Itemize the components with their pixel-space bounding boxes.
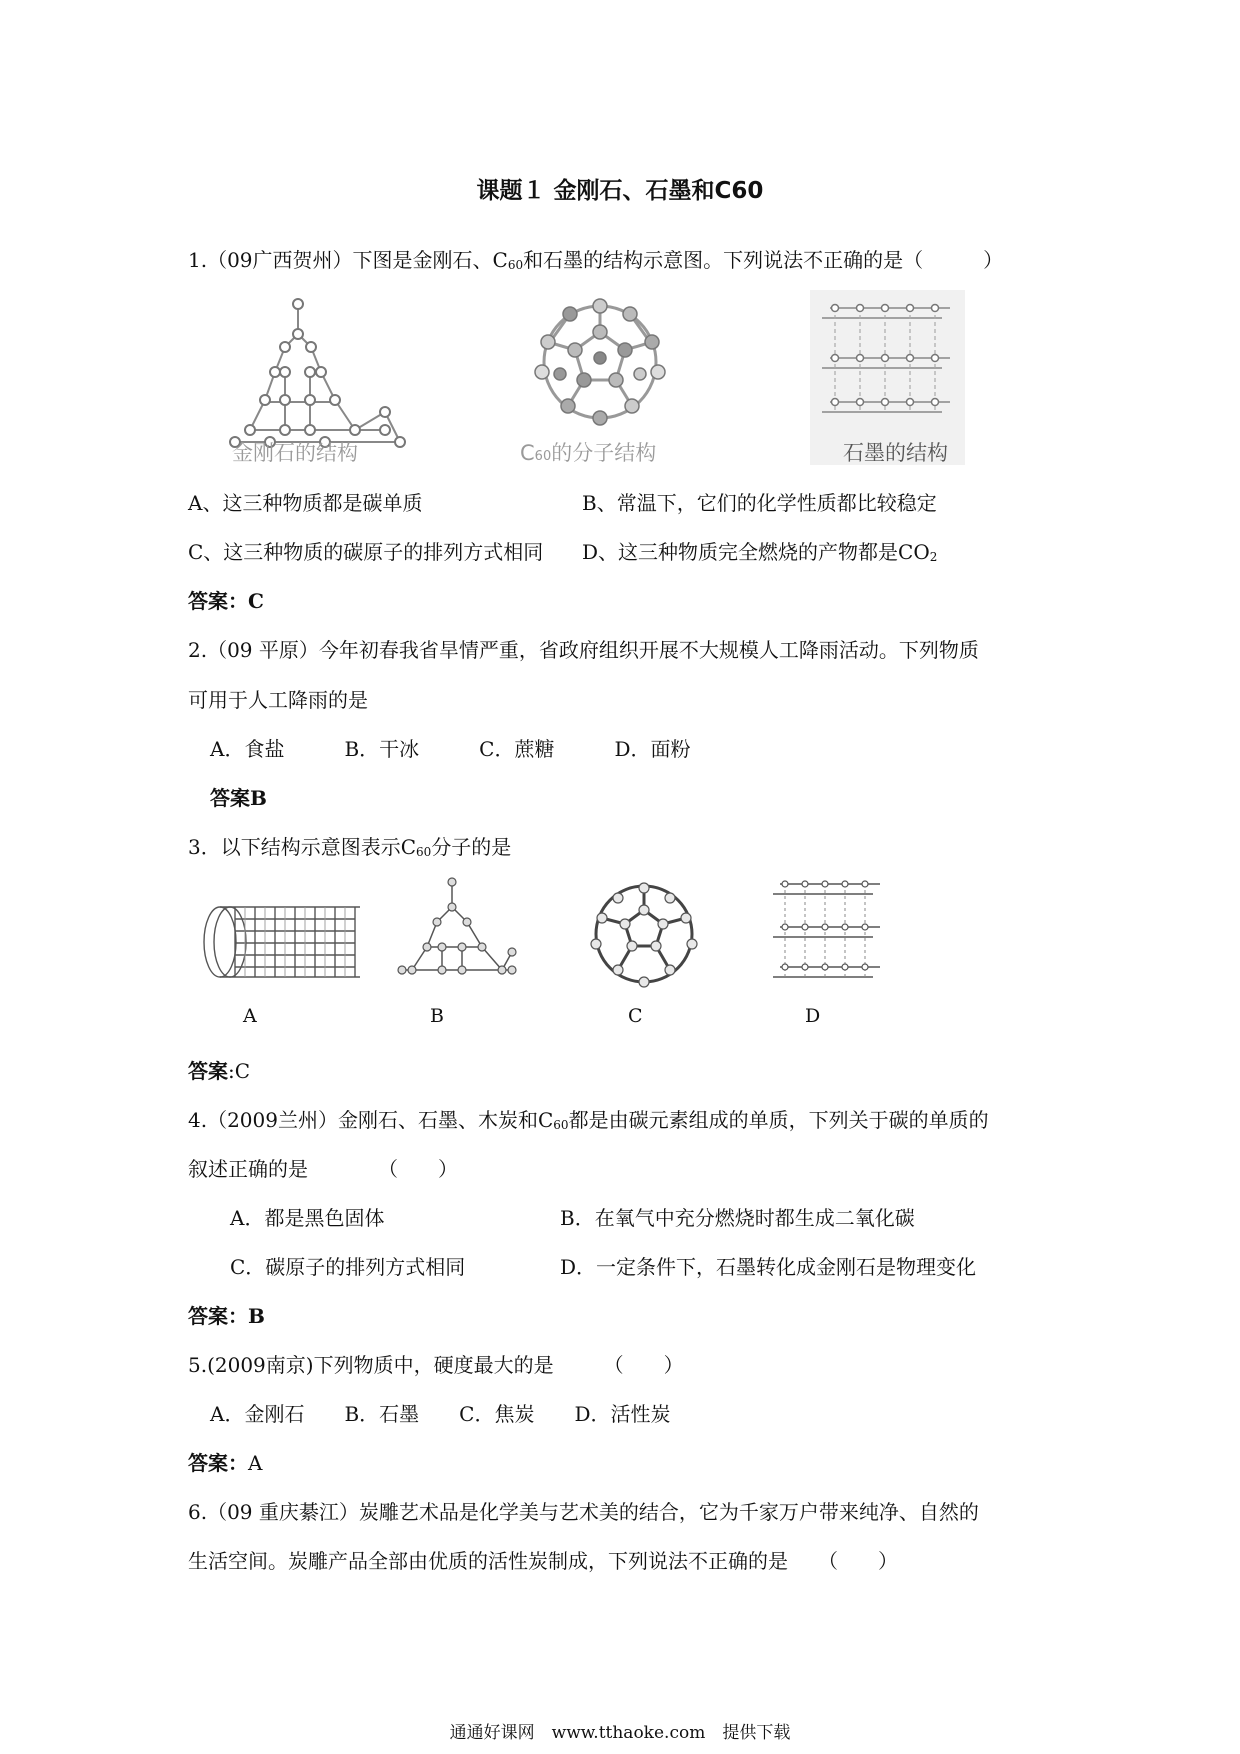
q3-stem: 3．以下结构示意图表示C60分子的是: [188, 835, 512, 859]
c60-ball-figure: [588, 878, 700, 990]
q1-option-d: D、这三种物质完全燃烧的产物都是CO2: [582, 540, 938, 564]
q4-option-c: C．碳原子的排列方式相同: [230, 1255, 466, 1279]
q4-stem-line1: 4.（2009兰州）金刚石、石墨、木炭和C60都是由碳元素组成的单质，下列关于碳的单质的: [188, 1108, 989, 1132]
q2-stem-line2: 可用于人工降雨的是: [188, 688, 368, 712]
q4-answer: 答案：B: [188, 1304, 265, 1328]
graphite-caption: 石墨的结构: [843, 441, 948, 465]
diamond-caption: 金刚石的结构: [232, 441, 358, 465]
c60-structure-figure: [530, 292, 670, 432]
q3-label-c: C: [628, 1005, 643, 1027]
q1-option-a: A、这三种物质都是碳单质: [188, 491, 423, 515]
q5-stem: 5.(2009南京)下列物质中，硬度最大的是 （ ）: [188, 1353, 684, 1377]
q2-stem-line1: 2.（09 平原）今年初春我省旱情严重，省政府组织开展不大规模人工降雨活动。下列物质: [188, 638, 979, 662]
q1-stem: 1.（09广西贺州）下图是金刚石、C60和石墨的结构示意图。下列说法不正确的是（ ）: [188, 248, 1004, 272]
q4-option-b: B．在氧气中充分燃烧时都生成二氧化碳: [560, 1206, 915, 1230]
q4-stem-line2: 叙述正确的是 （ ）: [188, 1157, 458, 1181]
q5-options: A．金刚石 B．石墨 C．焦炭 D．活性炭: [210, 1402, 671, 1426]
q4-option-d: D．一定条件下，石墨转化成金刚石是物理变化: [560, 1255, 977, 1279]
q3-label-b: B: [430, 1005, 444, 1027]
page-footer: 通通好课网 www.tthaoke.com 提供下载: [449, 1723, 791, 1743]
c60-caption: C60的分子结构: [520, 441, 657, 465]
q1-option-b: B、常温下，它们的化学性质都比较稳定: [582, 491, 937, 515]
q5-answer: 答案：A: [188, 1451, 263, 1475]
nanotube-figure: [195, 892, 365, 992]
q1-option-c: C、这三种物质的碳原子的排列方式相同: [188, 540, 544, 564]
q3-label-a: A: [243, 1005, 257, 1027]
graphite-small-figure: [765, 872, 890, 992]
diamond-small-figure: [392, 872, 522, 992]
q6-stem-line1: 6.（09 重庆綦江）炭雕艺术品是化学美与艺术美的结合，它为千家万户带来纯净、自然的: [188, 1500, 979, 1524]
q2-options: A．食盐 B．干冰 C．蔗糖 D．面粉: [210, 737, 691, 761]
q3-answer: 答案:C: [188, 1059, 251, 1083]
q1-answer: 答案：C: [188, 589, 264, 613]
q2-answer: 答案B: [210, 786, 267, 810]
q6-stem-line2: 生活空间。炭雕产品全部由优质的活性炭制成，下列说法不正确的是 （ ）: [188, 1549, 898, 1573]
page-title: 课题１ 金刚石、石墨和C60: [476, 178, 764, 204]
q3-label-d: D: [805, 1005, 821, 1027]
q4-option-a: A．都是黑色固体: [230, 1206, 385, 1230]
